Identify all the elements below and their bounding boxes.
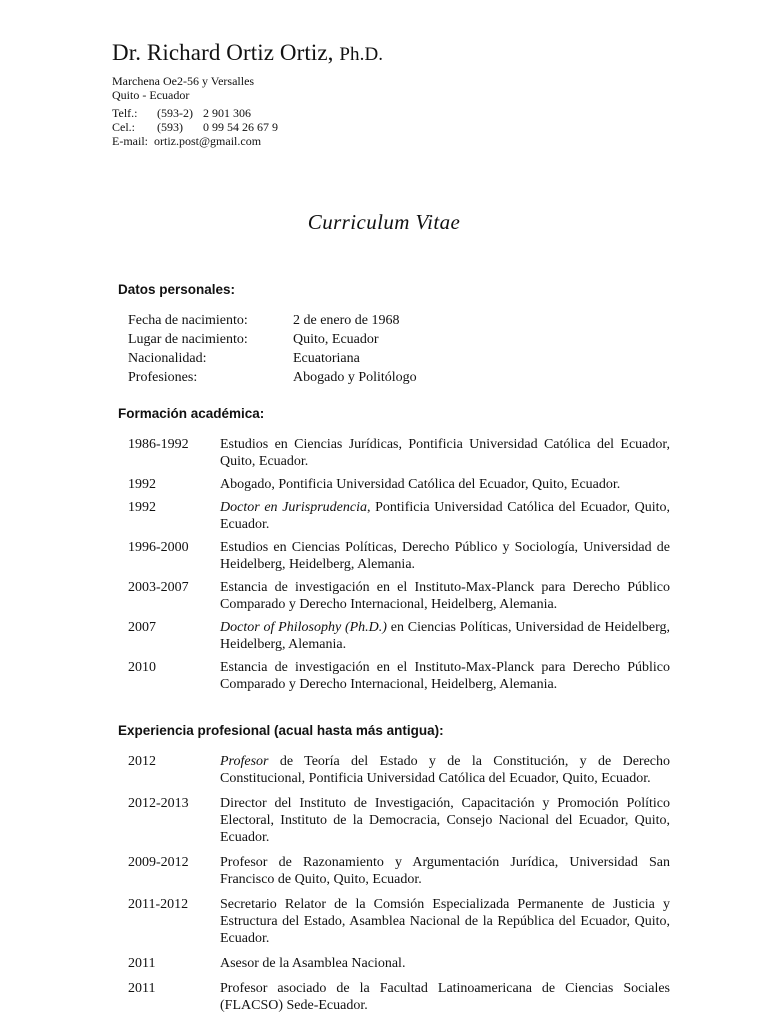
- address-line-2: Quito - Ecuador: [112, 88, 190, 102]
- cell-label: Cel.:: [112, 120, 135, 134]
- entry-description: [220, 795, 670, 846]
- entry-text: en Ciencias Políticas, Universidad de Heidelberg, Heidelberg, Alemania.: [220, 620, 670, 652]
- phone-code: (593-2): [157, 106, 193, 120]
- entry-text: Profesor de Razonamiento y Argumentación Jurídica, Universidad San Francisco de Quito, Quito, Ecuador.: [220, 855, 670, 887]
- experience-list: [128, 753, 670, 1014]
- entry-years: 2012-2013: [128, 796, 189, 811]
- entry-years: 2007: [128, 620, 156, 635]
- entry-italic: Doctor en Jurisprudencia: [220, 500, 367, 515]
- phone-label: Telf.:: [112, 106, 138, 120]
- entry-description: [220, 436, 670, 470]
- education-entry: [128, 579, 670, 613]
- entry-description: [220, 896, 670, 947]
- entry-years: 2009-2012: [128, 855, 189, 870]
- cell-row: [112, 120, 278, 134]
- entry-text: Abogado, Pontificia Universidad Católica del Ecuador, Quito, Ecuador.: [220, 477, 621, 492]
- entry-years: 2012: [128, 754, 156, 769]
- entry-text: Estudios en Ciencias Jurídicas, Pontificia Universidad Católica del Ecuador, Quito, Ecuador.: [220, 437, 670, 469]
- personal-data: [128, 311, 417, 387]
- personal-value: 2 de enero de 1968: [293, 313, 400, 328]
- personal-label: Fecha de nacimiento:: [128, 313, 248, 328]
- entry-years: 2010: [128, 660, 156, 675]
- entry-years: 2003-2007: [128, 580, 189, 595]
- phone-number: 2 901 306: [203, 106, 251, 120]
- phone-row: [112, 106, 278, 120]
- entry-text: Estudios en Ciencias Políticas, Derecho Público y Sociología, Universidad de Heidelberg, Heidelberg, Alemania.: [220, 540, 670, 572]
- entry-years: 2011: [128, 981, 156, 996]
- cell-number: 0 99 54 26 67 9: [203, 120, 278, 134]
- experience-entry: [128, 896, 670, 947]
- email-row: [112, 134, 278, 148]
- experience-entry: [128, 955, 670, 972]
- entry-years: 2011: [128, 956, 156, 971]
- education-entry: [128, 619, 670, 653]
- experience-entry: [128, 854, 670, 888]
- experience-entry: [128, 795, 670, 846]
- entry-text: , Pontificia Universidad Católica del Ecuador, Quito, Ecuador.: [220, 500, 670, 532]
- entry-description: [220, 619, 670, 653]
- entry-italic: Doctor of Philosophy (Ph.D.): [220, 620, 387, 635]
- entry-description: [220, 955, 670, 972]
- name-main: Richard Ortiz Ortiz,: [146, 40, 334, 65]
- personal-row: [128, 311, 417, 330]
- education-heading: Formación académica:: [118, 406, 265, 421]
- entry-text: Director del Instituto de Investigación, Capacitación y Promoción Político Electoral, Instituto de la Democracia, Consejo Nacional del Ecuador, Quito, Ecuador.: [220, 796, 670, 845]
- address-line-1: Marchena Oe2-56 y Versalles: [112, 74, 255, 88]
- personal-label: Nacionalidad:: [128, 351, 207, 366]
- personal-label: Lugar de nacimiento:: [128, 332, 248, 347]
- personal-heading: Datos personales:: [118, 282, 236, 297]
- education-entry: [128, 476, 670, 493]
- entry-description: [220, 980, 670, 1014]
- entry-description: [220, 659, 670, 693]
- education-entry: [128, 659, 670, 693]
- entry-text: Estancia de investigación en el Instituto-Max-Planck para Derecho Público Comparado y Derecho Internacional, Heidelberg, Alemania.: [220, 580, 670, 612]
- education-list: [128, 436, 670, 693]
- contact-block: [112, 74, 278, 148]
- personal-row: [128, 368, 417, 387]
- document-title: Curriculum Vitae: [307, 210, 461, 234]
- entry-description: [220, 539, 670, 573]
- personal-value: Ecuatoriana: [293, 351, 360, 366]
- entry-description: [220, 499, 670, 533]
- experience-entry: [128, 980, 670, 1014]
- email-label: E-mail:: [112, 134, 148, 148]
- personal-label: Profesiones:: [128, 370, 198, 385]
- entry-text: Estancia de investigación en el Instituto-Max-Planck para Derecho Público Comparado y Derecho Internacional, Heidelberg, Alemania.: [220, 660, 670, 692]
- entry-years: 1992: [128, 477, 156, 492]
- entry-description: [220, 476, 670, 493]
- personal-value: Quito, Ecuador: [293, 332, 379, 347]
- entry-description: [220, 753, 670, 787]
- education-entry: [128, 539, 670, 573]
- entry-years: 1986-1992: [128, 437, 189, 452]
- email-value: ortiz.post@gmail.com: [154, 134, 262, 148]
- entry-italic: Profesor: [220, 754, 269, 769]
- entry-text: Asesor de la Asamblea Nacional.: [220, 956, 406, 971]
- entry-description: [220, 854, 670, 888]
- entry-years: 1996-2000: [128, 540, 189, 555]
- personal-row: [128, 330, 417, 349]
- cell-code: (593): [157, 120, 183, 134]
- entry-description: [220, 579, 670, 613]
- entry-years: 1992: [128, 500, 156, 515]
- personal-value: Abogado y Politólogo: [293, 370, 417, 385]
- education-entry: [128, 436, 670, 470]
- personal-row: [128, 349, 417, 368]
- person-name: [112, 40, 383, 66]
- experience-heading: Experiencia profesional (acual hasta más antigua):: [118, 723, 444, 738]
- name-suffix: Ph.D.: [339, 44, 384, 65]
- entry-text: de Teoría del Estado y de la Constitución, y de Derecho Constitucional, Pontificia Universidad Católica del Ecuador, Quito, Ecuador.: [220, 754, 670, 786]
- education-entry: [128, 499, 670, 533]
- entry-text: Profesor asociado de la Facultad Latinoamericana de Ciencias Sociales (FLACSO) Sede-Ecuador.: [220, 981, 670, 1013]
- entry-text: Secretario Relator de la Comsión Especializada Permanente de Justicia y Estructura del Estado, Asamblea Nacional de la República del Ecuador, Quito, Ecuador.: [220, 897, 670, 946]
- name-prefix: Dr.: [112, 40, 142, 65]
- entry-years: 2011-2012: [128, 897, 189, 912]
- experience-entry: [128, 753, 670, 787]
